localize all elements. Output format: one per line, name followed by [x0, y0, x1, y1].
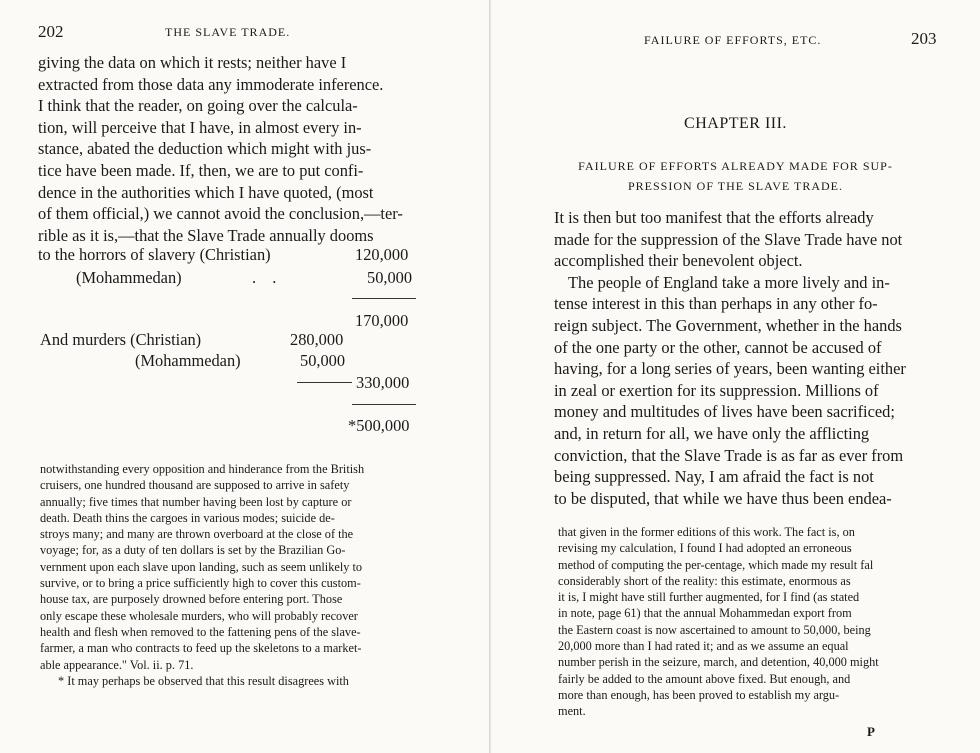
chapter-subtitle — [491, 156, 980, 196]
body-line: to be disputed, that while we have thus been endea- — [554, 488, 892, 508]
right-page — [491, 0, 980, 753]
footnote-line: annually; five times that number having been lost by capture or — [40, 494, 352, 509]
table-row4-value: 50,000 — [300, 351, 346, 370]
body-line: money and multitudes of lives have been sacrificed; — [554, 402, 895, 422]
footnote-line: health and flesh when removed to the fattening pens of the slave- — [40, 624, 361, 639]
table-row3-value: 280,000 — [290, 330, 344, 349]
footnote-line: fairly be added to the amount above fixed. But enough, and — [558, 671, 851, 686]
footnote-line: stroys many; and many are thrown overboard at the close of the — [40, 527, 354, 542]
body-line: being suppressed. Nay, I am afraid the fact is not — [554, 467, 874, 487]
footnote-line: cruisers, one hundred thousand are supposed to arrive in safety — [40, 478, 350, 493]
body-line: tice have been made. If, then, we are to put confi- — [38, 160, 364, 180]
body-line: stance, abated the deduction which might with jus- — [38, 139, 372, 159]
footnote-line: 20,000 more than I had rated it; and as we assume an equal — [558, 639, 849, 654]
right-footnote — [558, 524, 945, 720]
subtotal-dash — [297, 382, 352, 383]
body-line: accomplished their benevolent object. — [554, 251, 803, 271]
chapter-subtitle-line: PRESSION OF THE SLAVE TRADE. — [627, 179, 844, 193]
table-subtotal2: 330,000 — [356, 373, 410, 392]
footnote-line: method of computing the per-centage, which made my result fal — [558, 557, 874, 572]
table-total: *500,000 — [348, 416, 410, 435]
footnote-line: in note, page 61) that the annual Mohammedan export from — [558, 606, 852, 621]
body-line: The people of England take a more lively and in- — [568, 272, 890, 292]
footnote-line: considerably short of the reality: this estimate, enormous as — [558, 573, 851, 588]
body-line: conviction, that the Slave Trade is as far as ever from — [554, 445, 904, 465]
footnote-line: farmer, a man who contracts to feed up the skeletons to a market- — [40, 641, 362, 656]
footnote-line: more than enough, has been proved to establish my argu- — [558, 687, 840, 702]
table-row2-dots: . . — [252, 268, 283, 287]
body-line: of them official,) we cannot avoid the conclusion,—ter- — [38, 204, 403, 224]
footnote-line: house tax, are purposely drowned before entering port. Those — [40, 592, 343, 607]
table-row3-label: And murders (Christian) — [40, 330, 202, 349]
footnote-line: vernment upon each slave upon landing, such as seem unlikely to — [40, 559, 363, 574]
signature-mark: P — [867, 724, 875, 739]
body-line: giving the data on which it rests; neither have I — [38, 53, 347, 72]
body-line: rible as it is,—that the Slave Trade annually dooms — [38, 225, 374, 245]
footnote-line: only escape these wholesale murders, who will probably recover — [40, 608, 358, 623]
body-line: extracted from those data any immoderate inference. — [38, 74, 384, 94]
body-line: tense interest in this than perhaps in any other fo- — [554, 294, 878, 314]
subtotal-rule — [352, 298, 416, 299]
chapter-subtitle-line: FAILURE OF EFFORTS ALREADY MADE FOR SUP- — [578, 159, 893, 173]
body-line: in zeal or exertion for its suppression. Millions of — [554, 380, 879, 400]
body-line: having, for a long series of years, been wanting either — [554, 359, 906, 379]
table-row2-label: (Mohammedan) — [76, 268, 182, 287]
footnote-line: notwithstanding every opposition and hinderance from the British — [40, 462, 365, 476]
table-row4-label: (Mohammedan) — [135, 351, 241, 370]
right-page-number: 203 — [911, 29, 937, 48]
footnote-line: death. Death thins the cargoes in various modes; suicide de- — [40, 510, 335, 525]
footnote-line: the Eastern coast is now ascertained to amount to 50,000, being — [558, 622, 871, 637]
table-subtotal1: 170,000 — [355, 311, 409, 330]
left-page — [0, 0, 489, 753]
footnote-line: it is, I might have still further augmented, for I find (as stated — [558, 590, 860, 605]
footnote-line: survive, or to bring a price sufficiently high to cover this custom- — [40, 576, 361, 591]
body-line: It is then but too manifest that the efforts already — [554, 208, 874, 227]
left-page-number: 202 — [38, 22, 64, 41]
footnote-line: that given in the former editions of this work. The fact is, on — [558, 525, 855, 539]
body-line: I think that the reader, on going over the calcula- — [38, 96, 358, 116]
total-rule — [352, 404, 416, 405]
table-row1-label: to the horrors of slavery (Christian) — [38, 245, 271, 264]
body-line: made for the suppression of the Slave Trade have not — [554, 229, 903, 249]
chapter-heading: CHAPTER III. — [684, 115, 787, 132]
body-line: tion, will perceive that I have, in almost every in- — [38, 117, 362, 137]
footnote-line: number perish in the seizure, march, and detention, 40,000 might — [558, 655, 879, 670]
body-line: and, in return for all, we have only the afflicting — [554, 423, 870, 443]
right-body-text — [554, 207, 944, 509]
left-footnote — [40, 461, 437, 689]
body-line: of the one party or the other, cannot be accused of — [554, 337, 882, 357]
footnote-line: voyage; for, as a duty of ten dollars is set by the Brazilian Go- — [40, 543, 346, 558]
footnote-line: ment. — [558, 704, 586, 719]
footnote-line: * It may perhaps be observed that this result disagrees with — [58, 673, 349, 688]
body-line: dence in the authorities which I have quoted, (most — [38, 182, 374, 202]
footnote-line: revising my calculation, I found I had adopted an erroneous — [558, 541, 852, 556]
right-running-title: FAILURE OF EFFORTS, ETC. — [644, 33, 822, 47]
body-line: reign subject. The Government, whether in the hands — [554, 315, 902, 335]
table-row1-value: 120,000 — [355, 245, 409, 264]
left-running-title: THE SLAVE TRADE. — [165, 25, 291, 39]
footnote-line: able appearance." Vol. ii. p. 71. — [40, 657, 194, 672]
table-row2-value: 50,000 — [367, 268, 413, 287]
left-body-text — [38, 52, 431, 246]
